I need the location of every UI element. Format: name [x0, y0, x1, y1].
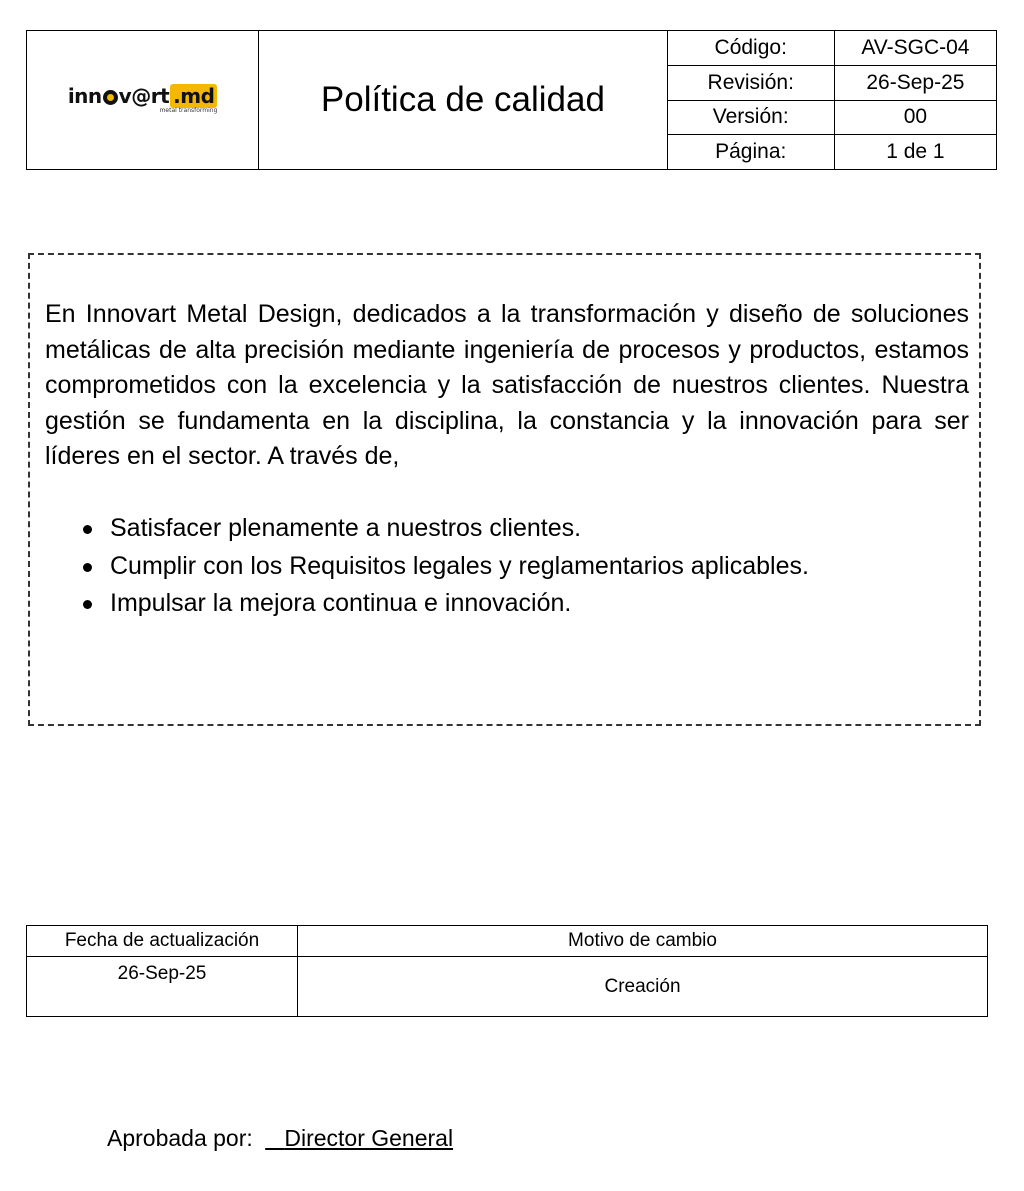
page-value: 1 de 1	[834, 135, 996, 170]
revision-value: 26-Sep-25	[834, 65, 996, 100]
policy-box	[28, 253, 981, 726]
version-label: Versión:	[667, 100, 834, 135]
approval-label: Aprobada por:	[107, 1125, 253, 1151]
logo-tagline: metal transforming	[159, 106, 218, 114]
bullet-icon	[83, 600, 92, 609]
company-logo: inn v@rt .md metal transforming	[67, 83, 218, 114]
list-item: Impulsar la mejora continua e innovación.	[65, 585, 809, 623]
reason-header: Motivo de cambio	[298, 926, 988, 957]
bullet-icon	[83, 525, 92, 534]
version-value: 00	[834, 100, 996, 135]
revision-label: Revisión:	[667, 65, 834, 100]
page-label: Página:	[667, 135, 834, 170]
document-header	[26, 30, 997, 170]
code-value: AV-SGC-04	[834, 31, 996, 66]
policy-list	[65, 510, 809, 623]
update-date: 26-Sep-25	[27, 957, 298, 1017]
approval-line	[107, 1125, 453, 1152]
change-reason: Creación	[298, 957, 988, 1017]
logo-o-icon	[103, 90, 118, 105]
list-item: Cumplir con los Requisitos legales y reglamentarios aplicables.	[65, 548, 809, 586]
code-label: Código:	[667, 31, 834, 66]
policy-paragraph: En Innovart Metal Design, dedicados a la transformación y diseño de soluciones metálicas de alta precisión mediante ingeniería de procesos y productos, estamos comprometidos con la excelencia y la satisfacción de nuestros clientes. Nuestra gestión se fundamenta en la disciplina, la constancia y la innovación para ser líderes en el sector. A través de,	[45, 300, 969, 470]
bullet-icon	[83, 563, 92, 572]
logo-cell	[27, 31, 259, 170]
change-log-table	[26, 925, 988, 1017]
approver-name: Director General	[284, 1125, 454, 1151]
table-row	[27, 957, 988, 1017]
list-item: Satisfacer plenamente a nuestros clientes.	[65, 510, 809, 548]
title-cell	[259, 31, 667, 170]
date-header: Fecha de actualización	[27, 926, 298, 957]
page-title: Política de calidad	[320, 80, 605, 119]
